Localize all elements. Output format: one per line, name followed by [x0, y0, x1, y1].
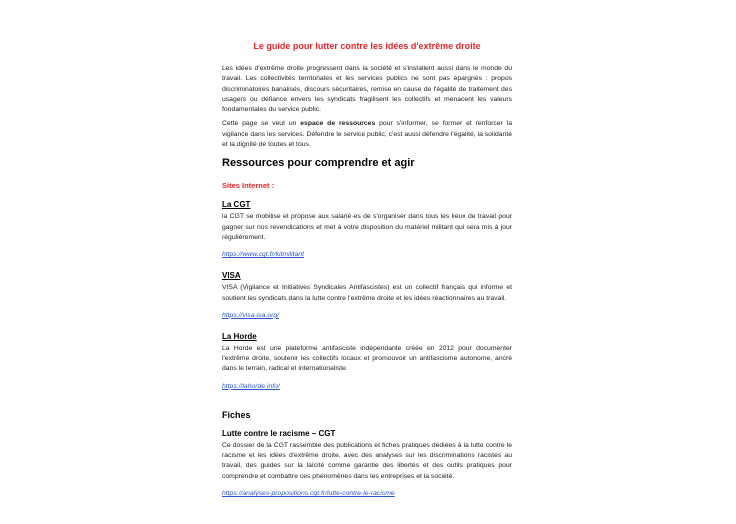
intro-paragraph-2-after: pour s'informer, se former et renforcer la vigilance dans les services. Défendre le service public, c'est aussi défendre l'égalité, la solidarité et la dignité de toutes et tous. [222, 120, 512, 149]
fiche-link-racisme[interactable]: https://analyses-propositions.cgt.fr/lutte-contre-le-racisme [222, 489, 395, 497]
page-title: Le guide pour lutter contre les idées d'extrême droite [253, 41, 481, 51]
resources-section-heading: Ressources pour comprendre et agir [222, 157, 415, 170]
site-entry-cgt [222, 200, 512, 261]
site-name-cgt: La CGT [222, 200, 251, 210]
site-entry-lahorde [222, 332, 512, 393]
site-description-visa: VISA (Vigilance et Initiatives Syndicales Antifascistes) est un collectif français qui informe et soutient les syndicats dans la lutte contre l'extrême droite et les idées réactionnaires au travail. [222, 284, 512, 302]
intro-paragraph-2-before: Cette page se veut un [222, 120, 301, 128]
site-link-visa[interactable]: https://visa-isa.org/ [222, 311, 280, 319]
intro-bold-phrase: espace de ressources [300, 120, 376, 128]
site-link-lahorde[interactable]: https://lahorde.info/ [222, 382, 280, 390]
intro-paragraph-2 [222, 119, 512, 150]
fiche-entry-racisme [222, 429, 512, 500]
site-name-visa: VISA [222, 271, 241, 281]
fiche-name-racisme: Lutte contre le racisme – CGT [222, 428, 336, 438]
fiche-description-racisme: Ce dossier de la CGT rassemble des publications et fiches pratiques dédiées à la lutte contre le racisme et les idées d'extrême droite, avec des analyses sur les discriminations racistes au travail, des guides sur la laïcité comme garantie des libertés et des outils pratiques pour comprendre et combattre ces phénomènes dans les entreprises et la société. [222, 441, 512, 480]
site-description-lahorde: La Horde est une plateforme antifasciste indépendante créée en 2012 pour documenter l'extrême droite, soutenir les collectifs locaux et promouvoir un antifascisme autonome, ancré dans le terrain, radical et internationaliste. [222, 344, 512, 373]
sites-internet-heading: Sites Internet : [222, 181, 275, 191]
document-page [222, 0, 512, 500]
fiches-heading: Fiches [222, 409, 251, 420]
site-name-lahorde: La Horde [222, 331, 257, 341]
site-entry-visa [222, 271, 512, 322]
site-description-cgt: la CGT se mobilise et propose aux salarié·es de s'organiser dans tous les lieux de travail pour gagner sur nos revendications et met à votre disposition du matériel militant qui sera mis à jour régulièrement. [222, 213, 512, 241]
intro-paragraph-1: Les idées d'extrême droite progressent dans la société et s'installent aussi dans le monde du travail. Les collectivités territoriales et les services publics ne sont pas épargnés : propos discriminatoires banalisés, discours sécuritaires, remise en cause de l'égalité de traitement des usagers ou défiance envers les syndicats fragilisent les collectifs et menacent les valeurs fondamentales du service public. [222, 65, 512, 114]
site-link-cgt[interactable]: https://www.cgt.fr/kitmilitant [222, 251, 304, 259]
